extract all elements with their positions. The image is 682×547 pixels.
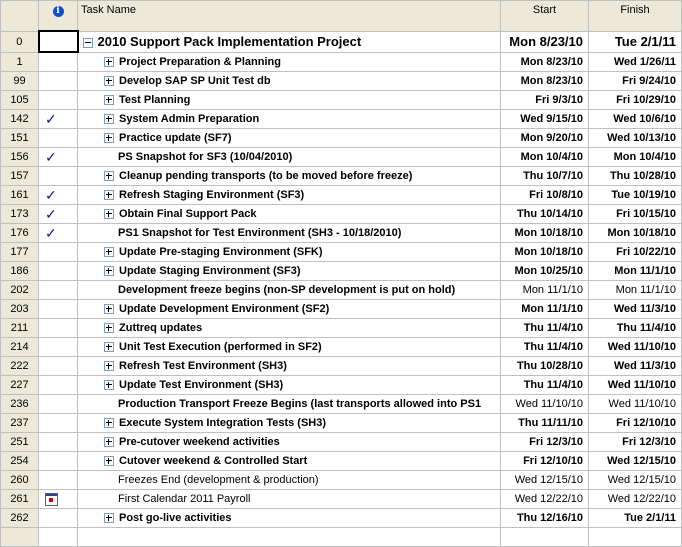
task-name-cell[interactable] [78,471,501,490]
collapse-icon[interactable] [83,38,93,48]
start-date-cell[interactable]: Thu 10/28/10 [501,357,589,376]
finish-date-cell[interactable]: Mon 10/4/10 [589,148,682,167]
finish-date-cell[interactable]: Thu 10/28/10 [589,167,682,186]
task-name-label: Production Transport Freeze Begins (last transports allowed into PS1 [118,398,482,410]
indicator-cell[interactable] [39,414,78,433]
task-name-cell[interactable] [78,167,501,186]
task-name-cell[interactable] [78,148,501,167]
indicator-cell[interactable] [39,167,78,186]
row-id-cell[interactable]: 142 [1,110,39,129]
check-icon: ✓ [45,224,57,241]
calendar-icon [45,493,58,506]
start-date-cell[interactable]: Mon 10/4/10 [501,148,589,167]
task-row[interactable] [1,281,682,300]
task-row[interactable] [1,376,682,395]
row-id-cell[interactable]: 177 [1,243,39,262]
task-name-label: Pre-cutover weekend activities [119,436,280,448]
row-id-cell[interactable]: 261 [1,490,39,509]
task-name-label: Cutover weekend & Controlled Start [119,455,308,467]
task-row[interactable] [1,243,682,262]
task-name-cell[interactable] [78,281,501,300]
start-date-cell[interactable]: Mon 8/23/10 [501,52,589,72]
task-row[interactable] [1,205,682,224]
finish-date-cell[interactable]: Wed 10/6/10 [589,110,682,129]
task-name-cell[interactable] [78,395,501,414]
task-name-cell[interactable] [78,376,501,395]
row-id-cell[interactable]: 237 [1,414,39,433]
task-name-cell[interactable] [78,300,501,319]
task-name-cell[interactable] [78,414,501,433]
check-icon: ✓ [45,148,57,165]
row-id-cell[interactable]: 251 [1,433,39,452]
task-row[interactable] [1,357,682,376]
start-date-cell[interactable]: Wed 11/10/10 [501,395,589,414]
expand-icon[interactable] [104,342,114,352]
task-name-label: Development freeze begins (non-SP development is put on hold) [118,284,456,296]
indicator-cell[interactable] [39,338,78,357]
finish-date-cell[interactable] [589,528,682,547]
expand-icon[interactable] [104,114,114,124]
task-name-label: Zuttreq updates [119,322,203,334]
row-id-cell[interactable]: 227 [1,376,39,395]
task-row[interactable] [1,433,682,452]
task-row[interactable] [1,528,682,547]
finish-date-cell[interactable]: Fri 9/24/10 [589,72,682,91]
task-row[interactable] [1,148,682,167]
task-name-cell[interactable] [78,91,501,110]
finish-date-cell[interactable]: Wed 10/13/10 [589,129,682,148]
expand-icon[interactable] [104,513,114,523]
task-name-cell[interactable] [78,452,501,471]
indicator-cell[interactable] [39,509,78,528]
task-name-label: Freezes End (development & production) [118,474,319,486]
finish-date-cell[interactable]: Wed 11/3/10 [589,300,682,319]
expand-icon[interactable] [104,133,114,143]
expand-icon[interactable] [104,437,114,447]
start-date-cell[interactable]: Mon 8/23/10 [501,72,589,91]
row-id-cell[interactable]: 99 [1,72,39,91]
row-id-cell[interactable]: 105 [1,91,39,110]
task-row[interactable] [1,167,682,186]
task-name-label: Obtain Final Support Pack [119,208,257,220]
start-date-cell[interactable]: Thu 10/14/10 [501,205,589,224]
indicator-cell[interactable] [39,205,78,224]
start-date-cell[interactable]: Mon 9/20/10 [501,129,589,148]
start-date-cell[interactable]: Thu 11/4/10 [501,338,589,357]
row-id-cell[interactable]: 176 [1,224,39,243]
row-id-cell[interactable]: 0 [1,31,39,52]
row-id-cell[interactable]: 186 [1,262,39,281]
row-id-cell[interactable]: 156 [1,148,39,167]
finish-date-cell[interactable]: Wed 12/15/10 [589,452,682,471]
task-row[interactable] [1,262,682,281]
row-id-cell[interactable]: 151 [1,129,39,148]
start-date-cell[interactable]: Wed 12/15/10 [501,471,589,490]
task-name-label: PS Snapshot for SF3 (10/04/2010) [118,151,293,163]
task-row[interactable] [1,31,682,52]
finish-date-cell[interactable]: Wed 11/10/10 [589,395,682,414]
task-name-cell[interactable] [78,528,501,547]
indicator-cell[interactable] [39,224,78,243]
task-name-label: 2010 Support Pack Implementation Project [97,34,362,49]
expand-icon[interactable] [104,418,114,428]
task-name-label: Update Staging Environment (SF3) [119,265,301,277]
task-row[interactable] [1,300,682,319]
indicator-cell[interactable] [39,395,78,414]
expand-icon[interactable] [104,247,114,257]
start-date-cell[interactable]: Wed 12/22/10 [501,490,589,509]
expand-icon[interactable] [104,380,114,390]
row-id-cell[interactable]: 203 [1,300,39,319]
start-date-cell[interactable]: Fri 12/10/10 [501,452,589,471]
indicator-cell[interactable] [39,148,78,167]
finish-column-header[interactable]: Finish [589,1,682,32]
expand-icon[interactable] [104,456,114,466]
start-date-cell[interactable]: Fri 12/3/10 [501,433,589,452]
indicator-cell[interactable] [39,281,78,300]
indicator-cell[interactable] [39,31,78,52]
indicator-cell[interactable] [39,262,78,281]
task-name-cell[interactable] [78,319,501,338]
task-name-label: Refresh Test Environment (SH3) [119,360,287,372]
task-row[interactable] [1,72,682,91]
indicator-cell[interactable] [39,110,78,129]
indicator-cell[interactable] [39,243,78,262]
start-date-cell[interactable]: Mon 11/1/10 [501,281,589,300]
task-row[interactable] [1,186,682,205]
expand-icon[interactable] [104,266,114,276]
task-name-label: Refresh Staging Environment (SF3) [119,189,305,201]
finish-date-cell[interactable]: Fri 10/15/10 [589,205,682,224]
start-date-cell[interactable]: Fri 10/8/10 [501,186,589,205]
start-date-cell[interactable]: Thu 11/11/10 [501,414,589,433]
indicator-cell[interactable] [39,300,78,319]
start-date-cell[interactable]: Thu 12/16/10 [501,509,589,528]
task-name-cell[interactable] [78,31,501,52]
task-name-label: Update Development Environment (SF2) [119,303,330,315]
task-name-label: Execute System Integration Tests (SH3) [119,417,327,429]
task-name-cell[interactable] [78,110,501,129]
indicators-column-header[interactable] [39,1,78,32]
finish-date-cell[interactable]: Fri 12/3/10 [589,433,682,452]
finish-date-cell[interactable]: Wed 1/26/11 [589,52,682,72]
finish-date-cell[interactable]: Mon 10/18/10 [589,224,682,243]
task-row[interactable] [1,452,682,471]
task-row[interactable] [1,319,682,338]
indicator-cell[interactable] [39,528,78,547]
row-id-cell[interactable]: 254 [1,452,39,471]
task-name-cell[interactable] [78,262,501,281]
indicator-cell[interactable] [39,91,78,110]
task-name-label: Project Preparation & Planning [119,55,281,68]
task-name-label: Unit Test Execution (performed in SF2) [119,341,322,353]
expand-icon[interactable] [104,57,114,67]
indicator-cell[interactable] [39,72,78,91]
start-date-cell[interactable]: Thu 10/7/10 [501,167,589,186]
row-id-cell[interactable]: 211 [1,319,39,338]
task-name-label: Update Test Environment (SH3) [119,379,284,391]
expand-icon[interactable] [104,209,114,219]
task-name-cell[interactable] [78,205,501,224]
task-row[interactable] [1,509,682,528]
task-row[interactable] [1,91,682,110]
start-date-cell[interactable] [501,528,589,547]
task-row[interactable] [1,490,682,509]
task-name-cell[interactable] [78,243,501,262]
start-date-cell[interactable]: Mon 10/18/10 [501,243,589,262]
task-row[interactable] [1,338,682,357]
finish-date-cell[interactable]: Mon 11/1/10 [589,281,682,300]
check-icon: ✓ [45,186,57,203]
finish-date-cell[interactable]: Thu 11/4/10 [589,319,682,338]
indicator-cell[interactable] [39,319,78,338]
finish-date-cell[interactable]: Wed 11/10/10 [589,338,682,357]
start-date-cell[interactable]: Thu 11/4/10 [501,376,589,395]
task-name-column-header[interactable]: Task Name [78,1,501,32]
finish-date-cell[interactable]: Fri 12/10/10 [589,414,682,433]
row-id-cell[interactable]: 173 [1,205,39,224]
indicator-cell[interactable] [39,186,78,205]
indicator-cell[interactable] [39,471,78,490]
task-name-label: System Admin Preparation [119,113,260,125]
row-id-cell[interactable]: 214 [1,338,39,357]
task-name-label: First Calendar 2011 Payroll [118,493,251,505]
task-row[interactable] [1,224,682,243]
task-row[interactable] [1,395,682,414]
row-id-cell[interactable]: 236 [1,395,39,414]
task-name-label: Practice update (SF7) [119,132,232,144]
row-id-cell[interactable]: 161 [1,186,39,205]
indicator-cell[interactable] [39,452,78,471]
start-date-cell[interactable]: Wed 9/15/10 [501,110,589,129]
expand-icon[interactable] [104,171,114,181]
indicator-cell[interactable] [39,129,78,148]
id-column-header[interactable] [1,1,39,32]
indicator-cell[interactable] [39,490,78,509]
task-name-label: Develop SAP SP Unit Test db [119,75,271,87]
task-name-cell[interactable] [78,338,501,357]
task-name-label: Update Pre-staging Environment (SFK) [119,246,323,258]
header-row [1,1,682,32]
task-row[interactable] [1,414,682,433]
task-name-cell[interactable] [78,509,501,528]
expand-icon[interactable] [104,190,114,200]
row-id-cell[interactable]: 222 [1,357,39,376]
row-id-cell[interactable]: 1 [1,52,39,72]
finish-date-cell[interactable]: Tue 2/1/11 [589,31,682,52]
check-icon: ✓ [45,110,57,127]
finish-date-cell[interactable]: Mon 11/1/10 [589,262,682,281]
start-date-cell[interactable]: Fri 9/3/10 [501,91,589,110]
expand-icon[interactable] [104,95,114,105]
task-name-label: Post go-live activities [119,512,232,524]
start-date-cell[interactable]: Thu 11/4/10 [501,319,589,338]
indicator-cell[interactable] [39,357,78,376]
finish-date-cell[interactable]: Tue 10/19/10 [589,186,682,205]
info-icon: i [53,6,64,17]
task-name-label: Test Planning [119,94,191,106]
indicator-cell[interactable] [39,376,78,395]
task-name-label: Cleanup pending transports (to be moved before freeze) [119,170,413,182]
task-name-cell[interactable] [78,52,501,72]
task-name-cell[interactable] [78,224,501,243]
indicator-cell[interactable] [39,52,78,72]
indicator-cell[interactable] [39,433,78,452]
task-name-cell[interactable] [78,186,501,205]
task-row[interactable] [1,471,682,490]
finish-date-cell[interactable]: Fri 10/22/10 [589,243,682,262]
task-row[interactable] [1,110,682,129]
task-name-cell[interactable] [78,490,501,509]
start-date-cell[interactable]: Mon 11/1/10 [501,300,589,319]
start-date-cell[interactable]: Mon 10/18/10 [501,224,589,243]
task-name-cell[interactable] [78,72,501,91]
finish-date-cell[interactable]: Wed 11/3/10 [589,357,682,376]
finish-date-cell[interactable]: Wed 12/15/10 [589,471,682,490]
start-column-header[interactable]: Start [501,1,589,32]
task-name-cell[interactable] [78,433,501,452]
finish-date-cell[interactable]: Wed 12/22/10 [589,490,682,509]
row-id-cell[interactable]: 260 [1,471,39,490]
start-date-cell[interactable]: Mon 10/25/10 [501,262,589,281]
row-id-cell[interactable] [1,528,39,547]
task-row[interactable] [1,52,682,72]
check-icon: ✓ [45,205,57,222]
finish-date-cell[interactable]: Wed 11/10/10 [589,376,682,395]
finish-date-cell[interactable]: Tue 2/1/11 [589,509,682,528]
row-id-cell[interactable]: 157 [1,167,39,186]
expand-icon[interactable] [104,304,114,314]
task-name-label: PS1 Snapshot for Test Environment (SH3 - 10/18/2010) [118,227,402,239]
expand-icon[interactable] [104,76,114,86]
row-id-cell[interactable]: 262 [1,509,39,528]
task-name-cell[interactable] [78,129,501,148]
task-name-cell[interactable] [78,357,501,376]
start-date-cell[interactable]: Mon 8/23/10 [501,31,589,52]
task-row[interactable] [1,129,682,148]
expand-icon[interactable] [104,361,114,371]
finish-date-cell[interactable]: Fri 10/29/10 [589,91,682,110]
expand-icon[interactable] [104,323,114,333]
row-id-cell[interactable]: 202 [1,281,39,300]
